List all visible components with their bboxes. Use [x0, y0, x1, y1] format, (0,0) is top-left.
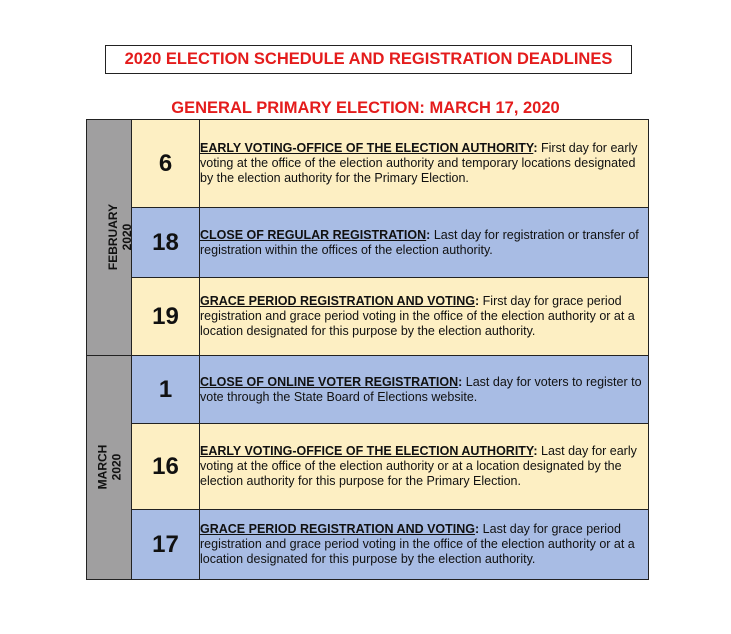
primary-election-subtitle: GENERAL PRIMARY ELECTION: MARCH 17, 2020 [171, 99, 560, 117]
day-number: 16 [132, 424, 200, 510]
deadline-description: GRACE PERIOD REGISTRATION AND VOTING: First day for grace period registration and grace period voting in the office of the election authority or at a location designated for this purpose by the election authority. [200, 278, 649, 356]
deadline-text: First day for early voting at the office of the election authority and temporary locations designated by the election authority for the Primary Election. [200, 141, 638, 185]
deadline-heading: CLOSE OF REGULAR REGISTRATION [200, 227, 427, 242]
schedule-row [87, 278, 649, 356]
deadline-text: Last day for voters to register to vote through the State Board of Elections website. [200, 374, 642, 404]
day-number: 19 [132, 278, 200, 356]
month-year: 2020 [120, 223, 135, 250]
schedule-row [87, 424, 649, 510]
day-number: 18 [132, 208, 200, 278]
deadline-description: CLOSE OF ONLINE VOTER REGISTRATION: Last day for voters to register to vote through the State Board of Elections website. [200, 356, 649, 424]
month-name: FEBRUARY [106, 203, 121, 270]
month-year: 2020 [109, 453, 124, 480]
deadline-description: CLOSE OF REGULAR REGISTRATION: Last day for registration or transfer of registration within the offices of the election authority. [200, 208, 649, 278]
schedule-table [86, 119, 649, 580]
schedule-row [87, 510, 649, 580]
deadline-text: Last day for registration or transfer of registration within the offices of the election authority. [200, 227, 639, 257]
deadline-heading: EARLY VOTING-OFFICE OF THE ELECTION AUTHORITY [200, 141, 534, 155]
schedule-row [87, 356, 649, 424]
deadline-heading: EARLY VOTING-OFFICE OF THE ELECTION AUTHORITY [200, 444, 534, 458]
deadline-heading: GRACE PERIOD REGISTRATION AND VOTING [200, 294, 476, 308]
schedule-row [87, 208, 649, 278]
month-label [95, 444, 123, 489]
deadline-description: GRACE PERIOD REGISTRATION AND VOTING: Last day for grace period registration and grace period voting in the office of the election authority or at a location designated for this purpose by the election authority. [200, 510, 649, 580]
schedule-row [87, 120, 649, 208]
deadline-text: First day for grace period registration and grace period voting in the office of the election authority or at a location designated for this purpose by the election authority. [200, 294, 635, 338]
month-cell-march [87, 356, 132, 580]
deadline-description: EARLY VOTING-OFFICE OF THE ELECTION AUTHORITY: First day for early voting at the office of the election authority and temporary locations designated by the election authority for the Primary Election. [200, 120, 649, 208]
month-cell-february [87, 120, 135, 356]
day-number: 6 [132, 120, 200, 208]
deadline-description: EARLY VOTING-OFFICE OF THE ELECTION AUTHORITY: Last day for early voting at the office of the election authority or at a location designated by the election authority for this purpose for the Primary Election. [200, 424, 649, 510]
deadline-text: Last day for early voting at the office of the election authority or at a location designated by the election authority for this purpose for the Primary Election. [200, 444, 637, 488]
deadline-heading: CLOSE OF ONLINE VOTER REGISTRATION [200, 374, 459, 389]
month-name: MARCH [95, 444, 110, 489]
deadline-text: Last day for grace period registration and grace period voting in the office of the election authority or at a location designated for this purpose by the election authority. [200, 522, 635, 566]
month-label [106, 203, 134, 269]
day-number: 1 [132, 356, 200, 424]
day-number: 17 [132, 510, 200, 580]
schedule-title: 2020 ELECTION SCHEDULE AND REGISTRATION DEADLINES [105, 45, 632, 74]
deadline-heading: GRACE PERIOD REGISTRATION AND VOTING [200, 522, 476, 536]
